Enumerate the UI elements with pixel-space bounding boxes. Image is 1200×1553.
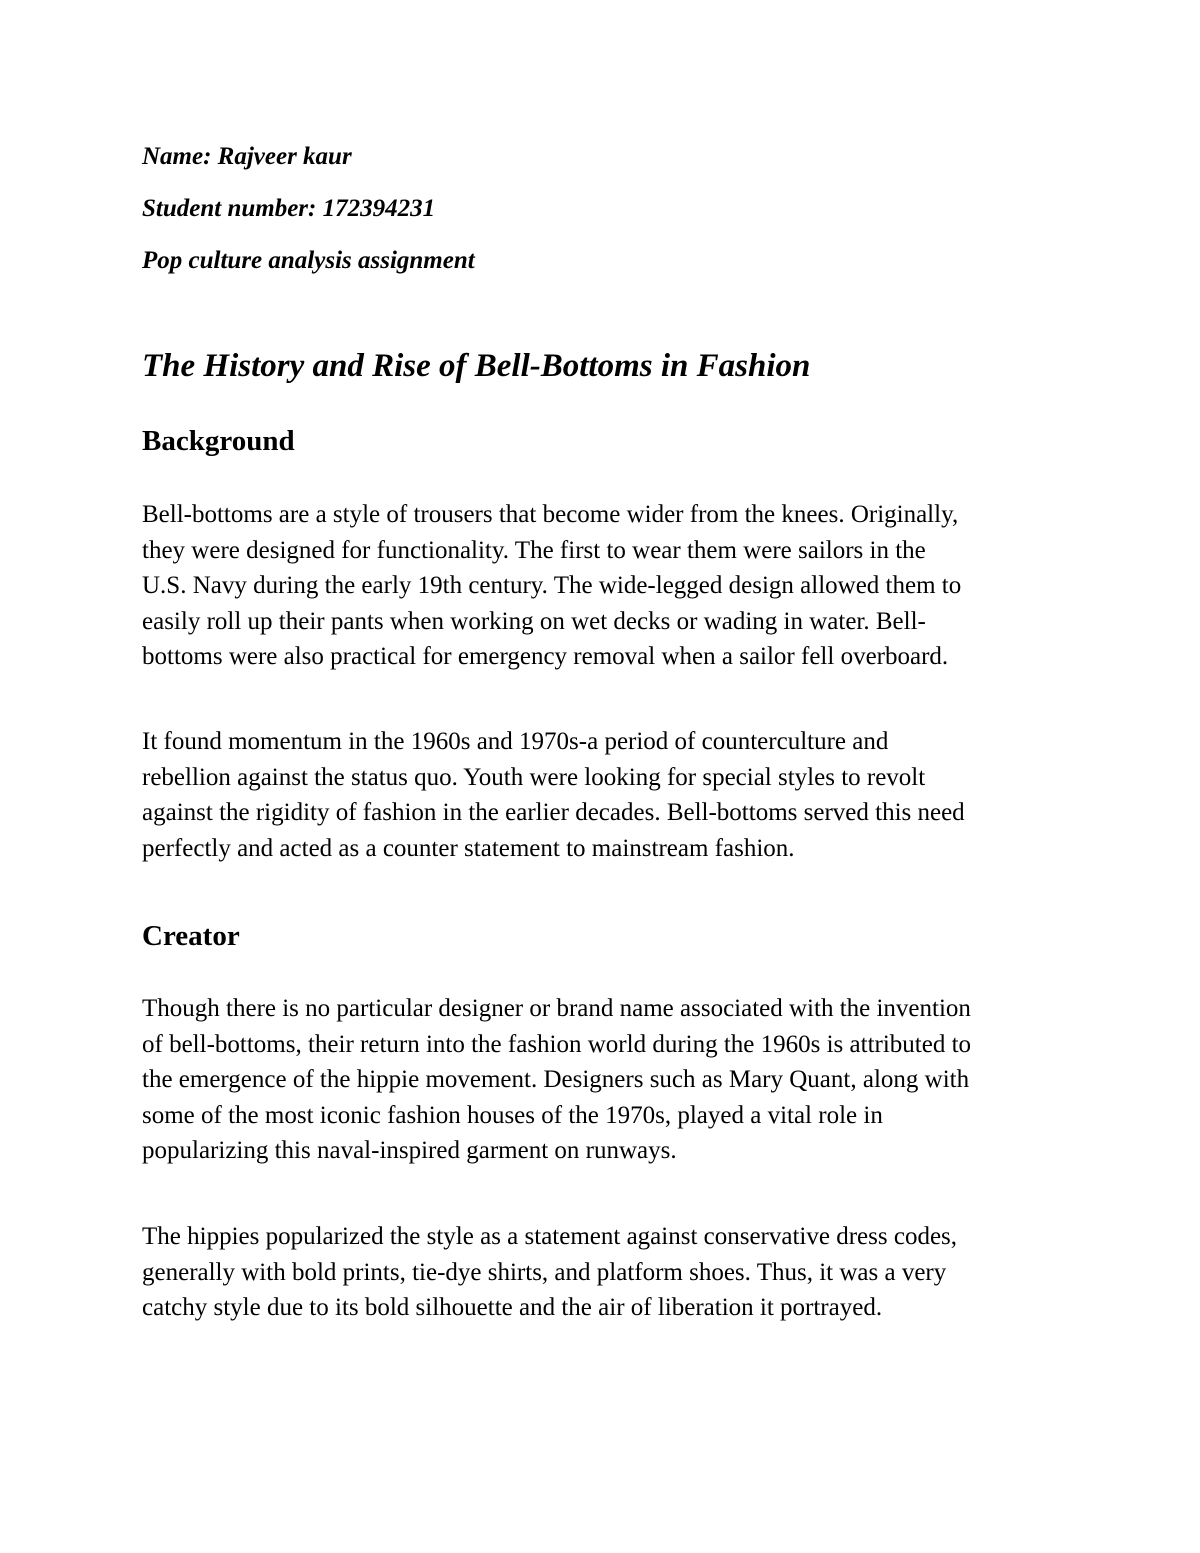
- paragraph-line: the emergence of the hippie movement. Designers such as Mary Quant, along with: [142, 1066, 970, 1093]
- background-paragraph-1: [142, 497, 1062, 675]
- student-number: Student number: 172394231: [142, 195, 436, 222]
- student-name: Name: Rajveer kaur: [142, 143, 352, 170]
- paragraph-line: It found momentum in the 1960s and 1970s-a period of counterculture and: [142, 728, 889, 755]
- paragraph-line: rebellion against the status quo. Youth were looking for special styles to revolt: [142, 763, 926, 791]
- paragraph-line: Bell-bottoms are a style of trousers that become wider from the knees. Originally,: [142, 501, 959, 528]
- paragraph-line: some of the most iconic fashion houses of the 1970s, played a vital role in: [142, 1101, 883, 1129]
- paragraph-line: Though there is no particular designer or brand name associated with the invention: [142, 995, 971, 1022]
- paragraph-line: they were designed for functionality. The first to wear them were sailors in the: [142, 536, 926, 564]
- section-heading-background: Background: [142, 425, 295, 457]
- paragraph-line: perfectly and acted as a counter statement to mainstream fashion.: [142, 834, 795, 862]
- document-title: The History and Rise of Bell-Bottoms in Fashion: [142, 348, 811, 384]
- paragraph-line: U.S. Navy during the early 19th century. The wide-legged design allowed them to: [142, 572, 962, 599]
- paragraph-line: bottoms were also practical for emergency removal when a sailor fell overboard.: [142, 643, 949, 670]
- paragraph-line: The hippies popularized the style as a statement against conservative dress codes,: [142, 1223, 958, 1250]
- paragraph-line: of bell-bottoms, their return into the fashion world during the 1960s is attributed to: [142, 1030, 972, 1058]
- section-heading-creator: Creator: [142, 920, 240, 952]
- assignment-label: Pop culture analysis assignment: [142, 247, 475, 274]
- creator-paragraph-1: [142, 991, 1062, 1169]
- paragraph-line: easily roll up their pants when working on wet decks or wading in water. Bell-: [142, 607, 926, 635]
- creator-paragraph-2: [142, 1219, 1062, 1326]
- background-paragraph-2: [142, 724, 1062, 866]
- paragraph-line: against the rigidity of fashion in the earlier decades. Bell-bottoms served this need: [142, 799, 965, 826]
- paragraph-line: generally with bold prints, tie-dye shirts, and platform shoes. Thus, it was a very: [142, 1258, 947, 1286]
- paragraph-line: popularizing this naval-inspired garment on runways.: [142, 1137, 677, 1164]
- paragraph-line: catchy style due to its bold silhouette and the air of liberation it portrayed.: [142, 1294, 883, 1321]
